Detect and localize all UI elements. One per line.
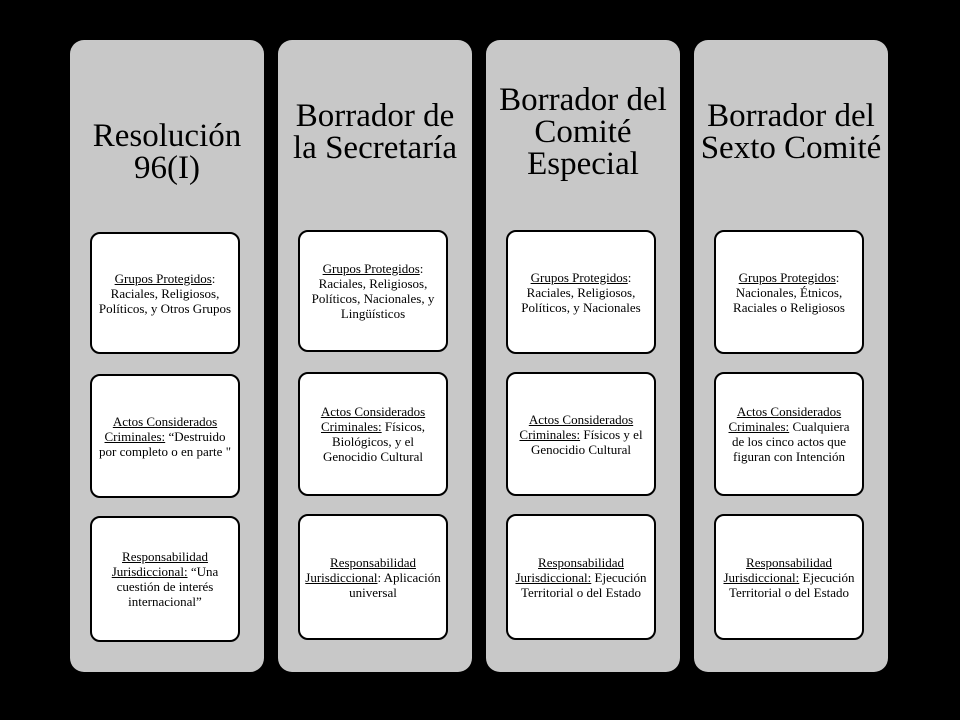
card-text: Raciales, Religiosos, Políticos, y Nacionales [521,284,641,315]
column-borrador-secretaria [278,40,472,672]
card-label: Grupos Protegidos [530,269,628,285]
card-label: Grupos Protegidos [738,269,836,285]
card-actos-criminales [90,374,240,498]
card-responsabilidad [506,514,656,640]
card-separator: : [627,269,632,285]
card-label: Actos Considerados Criminales: [320,404,426,434]
column-title: Borrador del Sexto Comité [700,98,882,166]
card-label: Responsabilidad Jurisdiccional: [723,554,832,585]
card-label: Actos Considerados Criminales: [104,413,218,444]
card-text: “Destruido por completo o en parte " [98,428,231,459]
card-grupos-protegidos [90,232,240,354]
card-text: “Una cuestión de interés internacional” [116,564,219,609]
column-title: Borrador del Comité Especial [499,82,667,182]
card-text: Físicos, Biológicos, y el Genocidio Cultural [322,419,425,464]
card-actos-criminales [298,372,448,496]
card-separator: : [377,569,382,585]
column-title: Resolución 96(I) [92,118,242,186]
column-title: Borrador de la Secretaría [293,98,457,166]
column-resolucion [70,40,264,672]
card-grupos-protegidos [298,230,448,352]
card-actos-criminales [506,372,656,496]
card-text: Nacionales, Étnicos, Raciales o Religiosos [733,284,845,315]
card-separator: : [835,269,840,285]
card-text: Cualquiera de los cinco actos que figuran con Intención [731,419,850,464]
card-separator: : [419,261,424,276]
card-label: Responsabilidad Jurisdiccional: [515,554,624,585]
card-responsabilidad [298,514,448,640]
card-separator: : [211,270,216,286]
card-actos-criminales [714,372,864,496]
column-comite-especial [486,40,680,672]
card-grupos-protegidos [714,230,864,354]
card-label: Grupos Protegidos [114,270,212,286]
card-text: Ejecución Territorial o del Estado [520,569,647,600]
card-grupos-protegidos [506,230,656,354]
card-label: Responsabilidad Jurisdiccional: [111,549,208,579]
card-text: Ejecución Territorial o del Estado [728,569,855,600]
card-responsabilidad [714,514,864,640]
card-text: Aplicación universal [349,569,441,600]
card-text: Raciales, Religiosos, Políticos, Nacionales, y Lingüísticos [311,276,435,321]
card-label: Actos Considerados Criminales: [519,411,634,442]
card-text: Raciales, Religiosos, Políticos, y Otros Grupos [98,285,232,316]
card-responsabilidad [90,516,240,642]
card-text: Físicos y el Genocidio Cultural [530,426,643,457]
card-label: Responsabilidad Jurisdiccional [305,554,416,585]
card-label: Actos Considerados Criminales: [728,404,842,434]
card-label: Grupos Protegidos [322,261,420,276]
column-sexto-comite [694,40,888,672]
